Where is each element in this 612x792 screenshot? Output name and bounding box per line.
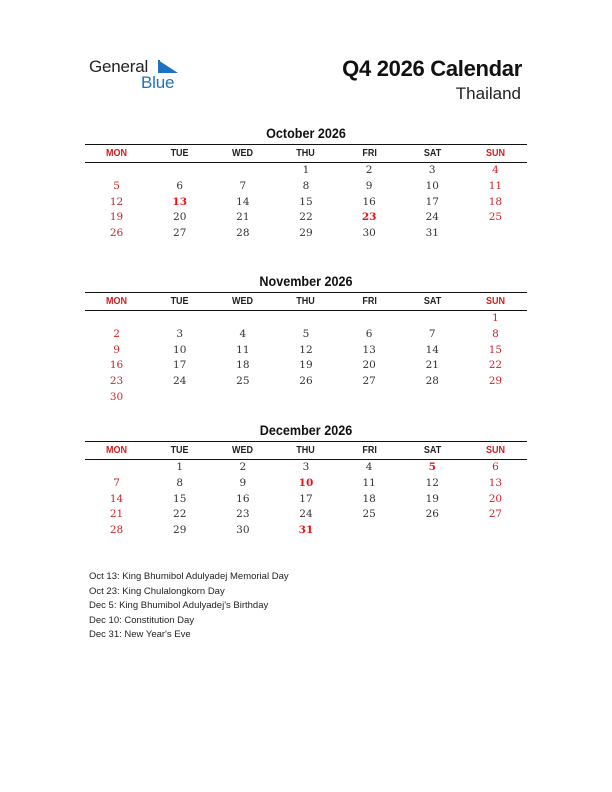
weekday-mon: MON [106,296,128,307]
empty-day-cell [211,163,274,179]
weekday-sun: SUN [485,296,505,307]
weekday-fri: FRI [361,296,377,307]
day-cell: 24 [425,211,439,224]
day-cell: 17 [173,359,187,372]
day-cell: 25 [236,375,250,388]
weekday-sat: SAT [423,148,441,159]
page-title: Q4 2026 Calendar [342,56,522,81]
weekday-tue: TUE [170,445,189,456]
day-cell: 25 [488,211,503,224]
day-cell: 27 [173,227,187,240]
day-cell: 8 [492,327,499,340]
day-cell: 5 [428,461,436,473]
day-cell: 11 [488,179,503,192]
day-cell: 21 [425,359,439,372]
day-cell: 1 [492,312,499,324]
day-cell: 14 [425,343,439,356]
day-cell: 10 [425,179,439,192]
logo-text-general: General [89,57,149,76]
day-cell: 28 [109,524,124,537]
day-cell: 14 [109,492,124,505]
day-cell: 9 [113,343,120,356]
day-cell: 2 [239,461,247,473]
weekday-wed: WED [232,445,254,456]
day-cell: 5 [302,327,310,340]
day-cell: 23 [109,375,124,388]
day-cell: 27 [362,375,376,388]
day-cell: 12 [425,476,439,489]
day-cell: 17 [299,492,313,505]
day-cell: 2 [365,164,373,176]
empty-day-cell [211,311,274,327]
day-cell: 3 [428,164,436,176]
day-cell: 9 [239,476,247,489]
day-cell: 13 [488,476,503,489]
day-cell: 6 [365,327,373,340]
day-cell: 22 [173,508,187,521]
day-cell: 18 [236,359,250,372]
triangle-flag-icon [158,60,178,73]
day-cell: 23 [361,211,377,224]
day-cell: 14 [236,195,250,208]
day-cell: 25 [362,508,376,521]
weekday-fri: FRI [361,148,377,159]
day-cell: 7 [113,476,120,489]
day-cell: 29 [488,375,503,388]
weekday-thu: THU [296,445,316,456]
day-cell: 7 [428,327,436,340]
day-cell: 29 [299,227,313,240]
day-cell: 1 [176,461,184,473]
holiday-item: Dec 10: Constitution Day [89,614,195,626]
month-december [85,421,527,539]
day-cell: 19 [109,211,124,224]
day-cell: 21 [109,508,124,521]
empty-day-cell [401,311,464,327]
holiday-item: Oct 13: King Bhumibol Adulyadej Memorial Day [89,571,289,582]
holiday-list [89,570,289,643]
weekday-mon: MON [106,148,128,159]
day-cell: 16 [109,359,124,372]
weekday-mon: MON [106,445,128,456]
day-cell: 6 [176,179,184,192]
logo-text-blue: Blue [141,73,175,92]
day-cell: 30 [109,390,124,403]
day-cell: 10 [298,476,314,489]
day-cell: 15 [299,195,313,208]
day-cell: 11 [362,476,376,489]
day-cell: 26 [425,508,439,521]
weekday-tue: TUE [170,296,189,307]
day-grid [85,163,527,242]
holiday-item: Dec 5: King Bhumibol Adulyadej's Birthday [89,600,269,611]
weekday-sun: SUN [485,148,505,159]
day-cell: 9 [365,179,373,192]
weekday-wed: WED [232,296,254,307]
day-cell: 5 [113,179,120,192]
day-cell: 20 [173,211,187,224]
day-cell: 2 [113,327,120,340]
empty-day-cell [338,311,401,327]
day-cell: 16 [362,195,376,208]
day-cell: 30 [362,227,376,240]
weekday-sat: SAT [423,296,441,307]
month-title: October 2026 [266,125,346,141]
day-cell: 10 [173,343,187,356]
day-cell: 19 [425,492,439,505]
day-cell: 15 [488,343,503,356]
day-cell: 13 [172,195,188,208]
month-october [85,124,527,242]
day-cell: 13 [362,343,376,356]
day-cell: 24 [299,508,313,521]
day-cell: 7 [239,179,247,192]
empty-day-cell [85,311,148,327]
weekday-thu: THU [296,296,316,307]
day-cell: 30 [236,524,250,537]
day-cell: 4 [492,164,499,176]
month-november [85,272,527,406]
weekday-header [85,292,527,311]
day-cell: 16 [236,492,250,505]
day-cell: 8 [302,179,310,192]
weekday-sat: SAT [423,445,441,456]
holiday-item: Oct 23: King Chulalongkorn Day [89,585,225,597]
day-cell: 22 [488,359,503,372]
weekday-thu: THU [296,148,316,159]
day-cell: 28 [236,227,250,240]
day-cell: 31 [425,227,439,240]
day-cell: 3 [302,461,310,473]
day-cell: 26 [109,227,124,240]
day-cell: 23 [236,508,250,521]
day-grid [85,311,527,406]
weekday-header [85,441,527,460]
empty-day-cell [148,163,211,179]
weekday-wed: WED [232,148,254,159]
weekday-header [85,144,527,163]
day-cell: 17 [425,195,439,208]
day-cell: 18 [488,195,503,208]
day-cell: 22 [299,211,313,224]
weekday-sun: SUN [485,445,505,456]
day-cell: 6 [492,461,499,473]
day-cell: 12 [299,343,313,356]
day-cell: 3 [176,327,184,340]
day-cell: 26 [299,375,313,388]
country-name: Thailand [455,84,521,103]
empty-day-cell [148,311,211,327]
day-cell: 27 [488,508,503,521]
day-cell: 8 [176,476,184,489]
day-cell: 20 [488,492,503,505]
day-cell: 28 [425,375,439,388]
day-cell: 18 [362,492,376,505]
empty-day-cell [85,163,148,179]
day-cell: 29 [173,524,187,537]
day-grid [85,460,527,539]
day-cell: 24 [173,375,187,388]
day-cell: 19 [299,359,313,372]
day-cell: 1 [302,164,310,176]
empty-day-cell [274,311,337,327]
weekday-fri: FRI [361,445,377,456]
day-cell: 12 [109,195,124,208]
weekday-tue: TUE [170,148,189,159]
empty-day-cell [85,460,148,476]
day-cell: 4 [239,327,247,340]
day-cell: 15 [173,492,187,505]
day-cell: 31 [298,524,314,537]
day-cell: 20 [362,359,376,372]
day-cell: 4 [365,461,373,473]
day-cell: 21 [236,211,250,224]
month-title: December 2026 [259,422,353,438]
holiday-item: Dec 31: New Year's Eve [89,629,191,640]
generalblue-logo [89,57,189,93]
day-cell: 11 [236,343,250,356]
month-title: November 2026 [259,273,353,289]
